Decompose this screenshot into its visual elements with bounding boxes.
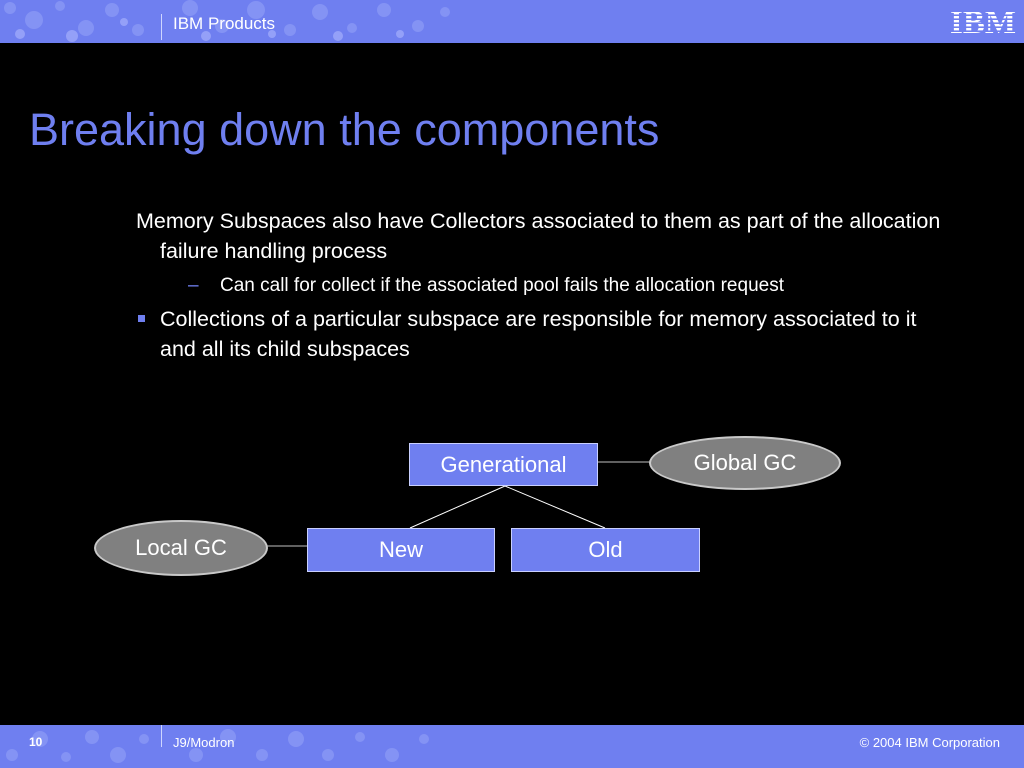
header-bar [0,0,1024,43]
slide-title: Breaking down the components [29,104,660,155]
svg-text:IBM: IBM [950,5,1016,38]
footer-bar [0,725,1024,768]
sub-bullet-text: Can call for collect if the associated pool fails the allocation request [220,275,784,296]
generational-box: Generational [409,443,598,486]
local-gc-ellipse: Local GC [94,520,268,576]
new-box: New [307,528,495,572]
slide-body [136,206,956,364]
connector-generational-old [505,486,605,528]
project-name: J9/Modron [173,735,235,750]
paragraph-memory-subspaces: Memory Subspaces also have Collectors associated to them as part of the allocation failure handling process [136,209,941,263]
dash-bullet-icon: – [188,275,199,296]
old-box: Old [511,528,700,572]
copyright: © 2004 IBM Corporation [859,735,1000,750]
bullet-item [136,304,956,364]
header-product-title: IBM Products [173,14,276,33]
global-gc-ellipse: Global GC [649,436,841,490]
ibm-logo [948,4,1018,38]
square-bullet-icon [138,315,145,322]
page-number: 10 [29,735,43,749]
header-separator [161,14,162,40]
footer-separator [161,725,162,747]
sub-bullet [136,272,956,300]
bullet-text: Collections of a particular subspace are responsible for memory associated to it and all its child subspaces [160,307,917,361]
connector-generational-new [410,486,505,528]
